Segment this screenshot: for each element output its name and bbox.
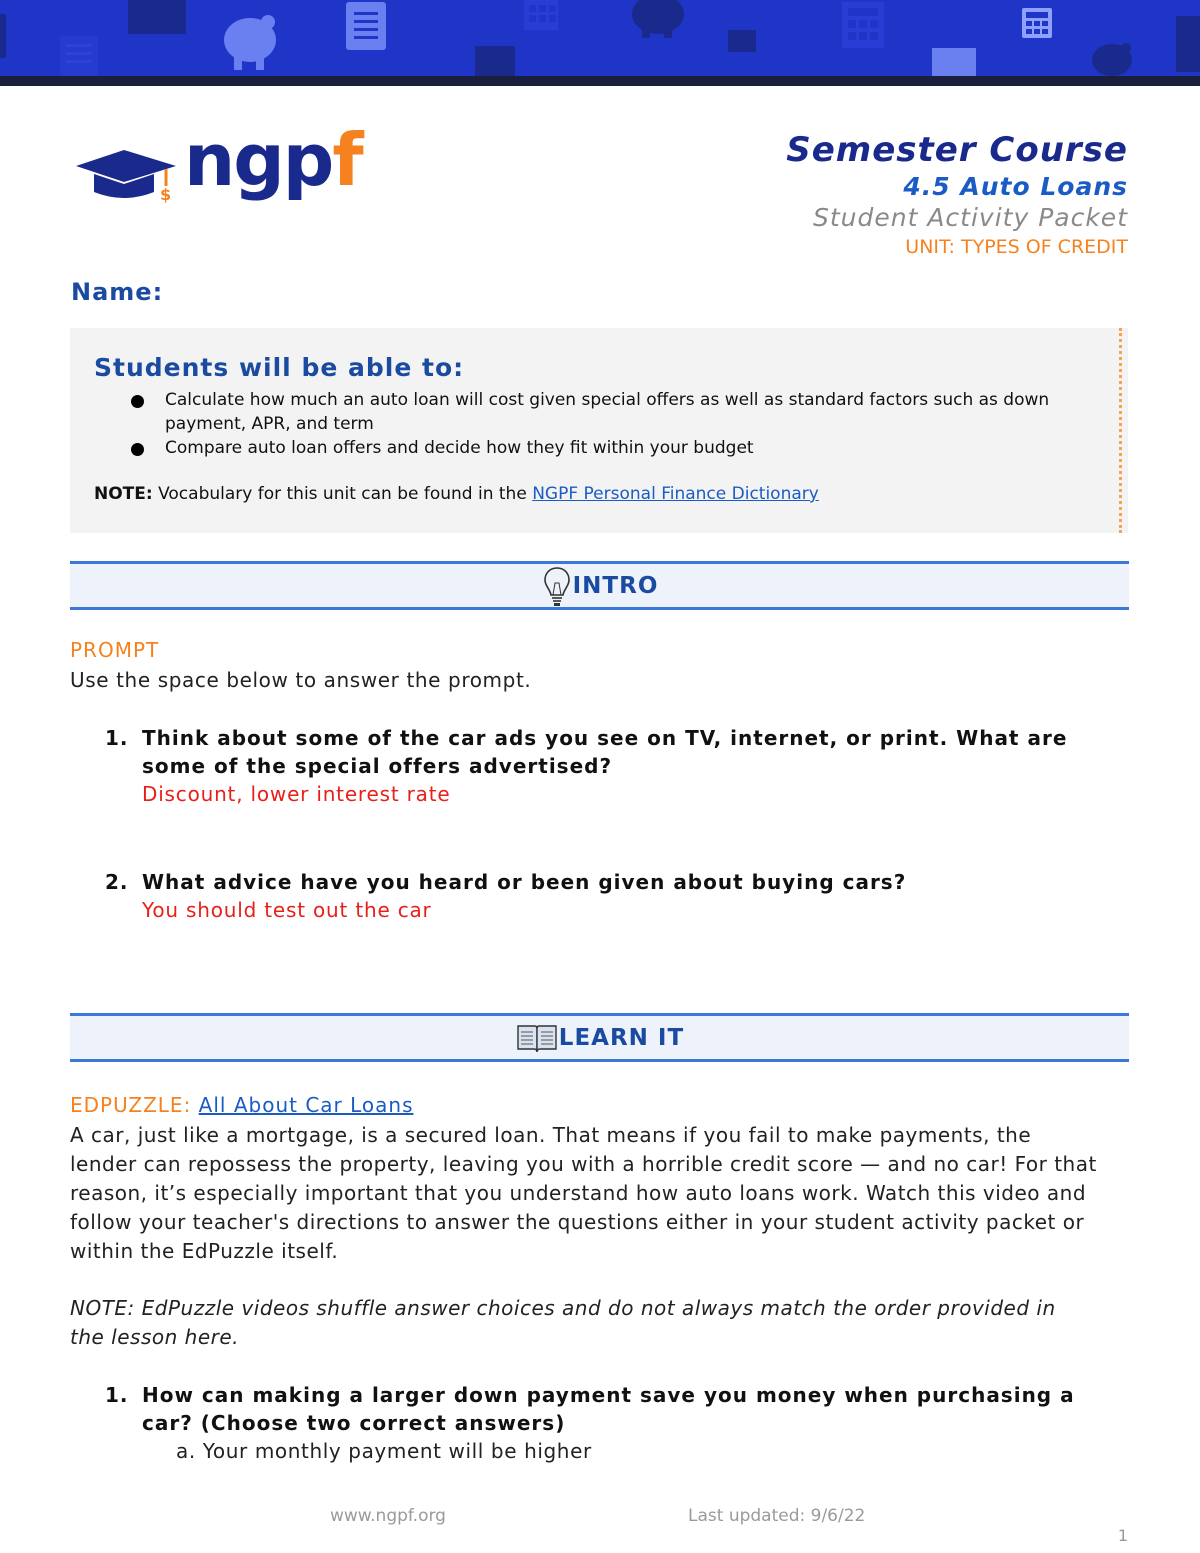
objectives-dotted-border <box>1115 328 1122 533</box>
name-label: Name: <box>71 278 164 306</box>
paragraph-line: follow your teacher's directions to answer the questions either in your student activity packet or <box>70 1210 1085 1234</box>
question-text: What advice have you heard or been given about buying cars? <box>142 870 907 894</box>
objective-text: Calculate how much an auto loan will cost given special offers as well as standard factors such as down payment, APR, and term <box>165 390 1050 434</box>
edpuzzle-note <box>70 1294 1140 1352</box>
calculator-icon <box>1022 8 1052 38</box>
course-title: Semester Course <box>786 130 1128 170</box>
intro-label: INTRO <box>572 572 659 599</box>
question-number: 1. <box>105 726 129 750</box>
edpuzzle-video-link[interactable]: All About Car Loans <box>198 1093 414 1117</box>
footer-updated: Last updated: 9/6/22 <box>688 1506 866 1526</box>
question-text: car? (Choose two correct answers) <box>142 1411 566 1435</box>
folder-icon <box>728 30 756 52</box>
question-number: 1. <box>105 1383 129 1407</box>
page-number: 1 <box>1117 1526 1128 1545</box>
ngpf-logo <box>72 118 362 216</box>
bullet-icon <box>131 443 144 456</box>
folder-icon <box>932 48 976 76</box>
footer-website[interactable]: www.ngpf.org <box>330 1506 446 1526</box>
learn-question-1 <box>105 1381 1142 1437</box>
list-item <box>94 388 1104 436</box>
learn-label: LEARN IT <box>558 1024 685 1051</box>
edpuzzle-label: EDPUZZLE: <box>70 1093 199 1117</box>
intro-answer-2[interactable]: You should test out the car <box>142 898 432 922</box>
edpuzzle-heading <box>70 1093 414 1117</box>
paragraph-line: within the EdPuzzle itself. <box>70 1239 339 1263</box>
question-number: 2. <box>105 870 129 894</box>
graduation-cap-icon <box>72 142 180 208</box>
intro-question-1 <box>105 724 1142 780</box>
svg-text:$: $ <box>160 185 172 204</box>
lightbulb-icon <box>541 565 573 607</box>
note-label: NOTE: <box>94 484 153 504</box>
vocabulary-note <box>94 484 819 504</box>
answer-option-a[interactable]: a. Your monthly payment will be higher <box>176 1439 592 1463</box>
objectives-list <box>94 388 1104 460</box>
header-banner <box>0 0 1200 76</box>
calculator-icon <box>842 2 884 48</box>
lesson-title: 4.5 Auto Loans <box>903 172 1128 201</box>
note-line: the lesson here. <box>70 1325 240 1349</box>
prompt-instruction: Use the space below to answer the prompt. <box>70 668 532 692</box>
packet-title: Student Activity Packet <box>812 203 1128 232</box>
bullet-icon <box>131 395 144 408</box>
note-line: NOTE: EdPuzzle videos shuffle answer choices and do not always match the order provided in <box>70 1296 1056 1320</box>
note-text: Vocabulary for this unit can be found in the <box>152 484 533 504</box>
list-item <box>94 436 1104 460</box>
objectives-box <box>70 328 1128 533</box>
paragraph-line: A car, just like a mortgage, is a secured loan. That means if you fail to make payments, the <box>70 1123 1032 1147</box>
learn-section-header <box>70 1013 1129 1062</box>
unit-label: UNIT: TYPES OF CREDIT <box>905 236 1128 258</box>
paragraph-line: lender can repossess the property, leaving you with a horrible credit score — and no car! For that <box>70 1152 1097 1176</box>
paragraph-line: reason, it’s especially important that you understand how auto loans work. Watch this video and <box>70 1181 1087 1205</box>
question-text: some of the special offers advertised? <box>142 754 613 778</box>
objectives-title: Students will be able to: <box>94 353 465 382</box>
intro-answer-1[interactable]: Discount, lower interest rate <box>142 782 451 806</box>
prompt-heading: PROMPT <box>70 638 160 662</box>
intro-question-2 <box>105 868 1142 896</box>
dictionary-link[interactable]: NGPF Personal Finance Dictionary <box>532 484 819 504</box>
folder-icon <box>128 0 186 34</box>
banner-stripe <box>0 76 1200 86</box>
document-icon <box>1176 16 1200 72</box>
folder-icon <box>475 46 515 76</box>
edpuzzle-description <box>70 1121 1140 1266</box>
book-icon <box>515 1022 559 1054</box>
question-text: How can making a larger down payment save you money when purchasing a <box>142 1383 1075 1407</box>
question-text: Think about some of the car ads you see on TV, internet, or print. What are <box>142 726 1068 750</box>
intro-section-header <box>70 561 1129 610</box>
document-icon <box>60 36 98 76</box>
objective-text: Compare auto loan offers and decide how they fit within your budget <box>165 438 754 458</box>
calculator-icon <box>524 0 558 30</box>
document-icon <box>346 2 386 50</box>
logo-wordmark: ngpf <box>184 118 362 202</box>
